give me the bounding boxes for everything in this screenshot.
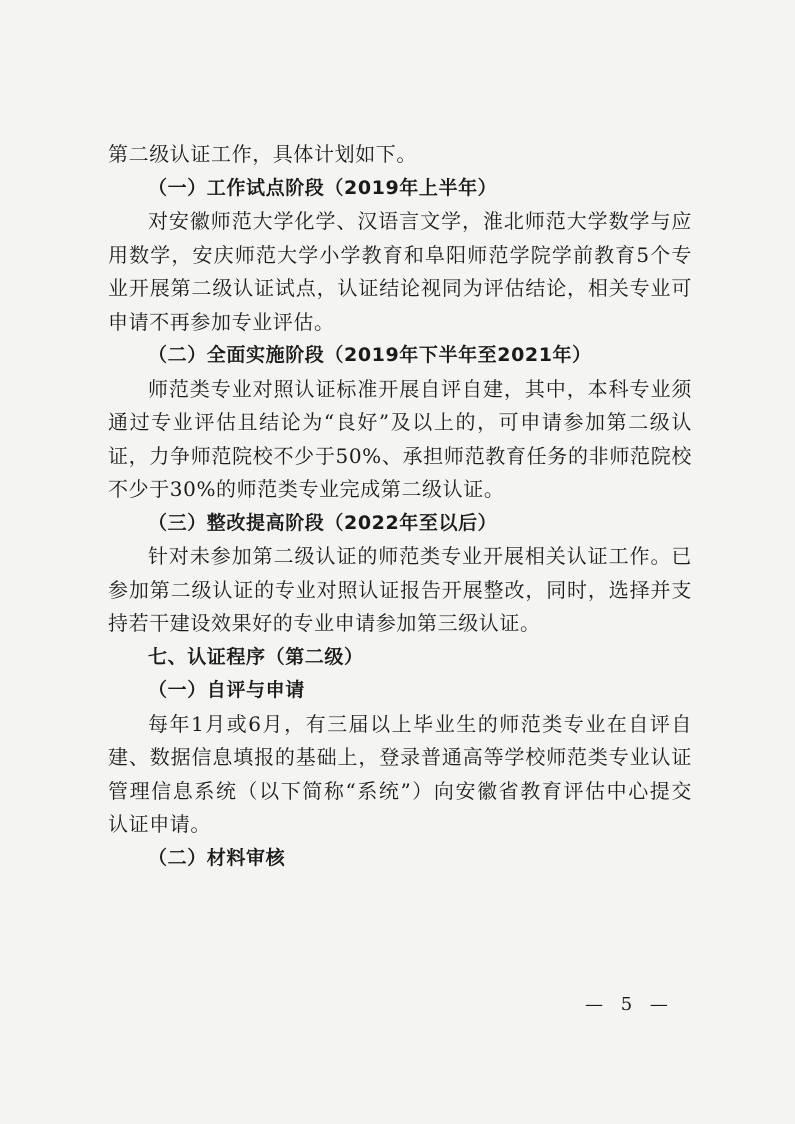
paragraph-line: 业开展第二级认证试点，认证结论视同为评估结论，相关专业可 <box>108 276 692 300</box>
section-heading: （一）自评与申请 <box>148 679 305 701</box>
paragraph-line: 对安徽师范大学化学、汉语言文学，淮北师范大学数学与应 <box>148 209 692 233</box>
paragraph-line: 师范类专业对照认证标准开展自评自建，其中，本科专业须 <box>148 376 692 401</box>
page-number: — 5 — <box>585 994 674 1015</box>
paragraph-line: 用数学，安庆师范大学小学教育和阜阳师范学院学前教育5个专 <box>108 242 692 267</box>
paragraph-line: 参加第二级认证的专业对照认证报告开展整改，同时，选择并支 <box>108 577 692 602</box>
section-heading: （三）整改提高阶段（2022年至以后） <box>148 511 498 534</box>
paragraph-line: 管理信息系统（以下简称“系统”）向安徽省教育评估中心提交 <box>108 778 692 803</box>
paragraph-line: 第二级认证工作，具体计划如下。 <box>108 142 417 166</box>
section-heading: （二）全面实施阶段（2019年下半年至2021年） <box>148 344 592 366</box>
paragraph-line: 持若干建设效果好的专业申请参加第三级认证。 <box>108 611 541 635</box>
document-body <box>108 138 692 875</box>
paragraph-line: 针对未参加第二级认证的师范类专业开展相关认证工作。已 <box>148 544 692 568</box>
paragraph-line: 申请不再参加专业评估。 <box>108 309 335 334</box>
chapter-heading: 七、认证程序（第二级） <box>148 645 364 668</box>
paragraph-line: 认证申请。 <box>108 812 211 836</box>
paragraph-line: 通过专业评估且结论为“良好”及以上的，可申请参加第二级认 <box>108 410 692 434</box>
section-heading: （二）材料审核 <box>148 846 286 869</box>
paragraph-line: 证，力争师范院校不少于50%、承担师范教育任务的非师范院校 <box>108 443 692 468</box>
paragraph-line: 每年1月或6月，有三届以上毕业生的师范类专业在自评自 <box>148 711 692 736</box>
paragraph-line: 不少于30%的师范类专业完成第二级认证。 <box>108 477 505 501</box>
section-heading: （一）工作试点阶段（2019年上半年） <box>148 176 498 199</box>
paragraph-line: 建、数据信息填报的基础上，登录普通高等学校师范类专业认证 <box>108 745 692 769</box>
